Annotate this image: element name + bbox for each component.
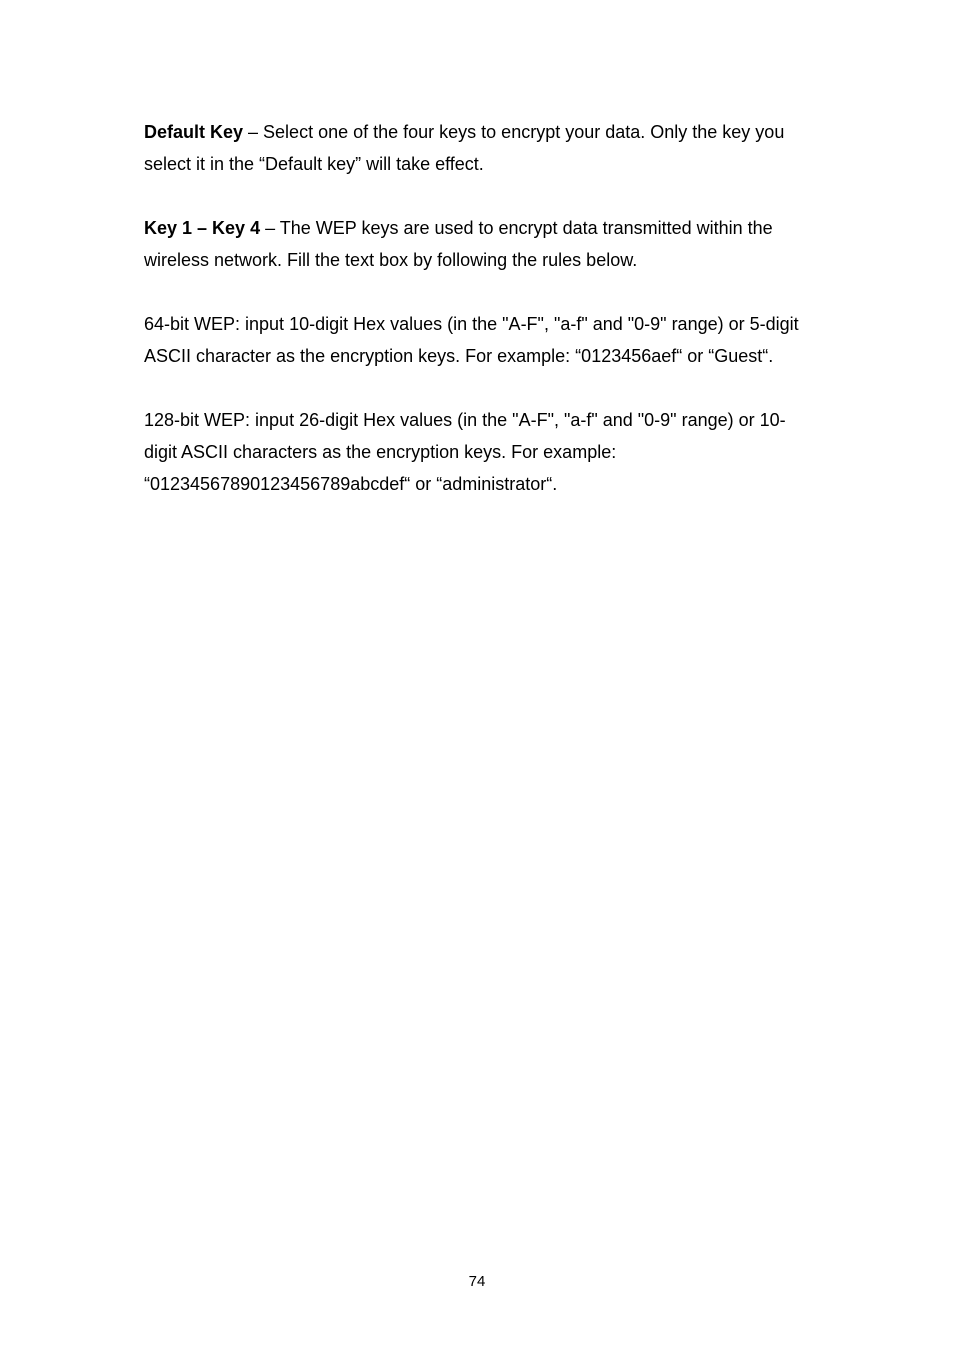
key1-key4-paragraph: [144, 212, 814, 276]
default-key-paragraph: [144, 116, 814, 180]
key1-key4-description: – The WEP keys are used to encrypt data transmitted within the wireless network. Fill the text box by following the rules below.: [144, 218, 773, 270]
page-number: 74: [468, 1273, 486, 1290]
page-body: [144, 116, 814, 532]
key1-key4-term: Key 1 – Key 4: [144, 218, 261, 238]
default-key-description: – Select one of the four keys to encrypt your data. Only the key you select it in the “Default key” will take effect.: [144, 122, 785, 174]
default-key-term: Default Key: [144, 122, 244, 142]
wep64-paragraph: 64-bit WEP: input 10-digit Hex values (in the "A-F", "a-f" and "0-9" range) or 5-digit ASCII character as the encryption keys. For example: “0123456aef“ or “Guest“.: [144, 314, 799, 366]
wep128-paragraph: 128-bit WEP: input 26-digit Hex values (in the "A-F", "a-f" and "0-9" range) or 10-digit ASCII characters as the encryption keys. For example: “01234567890123456789abcdef“ or “administrator“.: [144, 410, 786, 494]
